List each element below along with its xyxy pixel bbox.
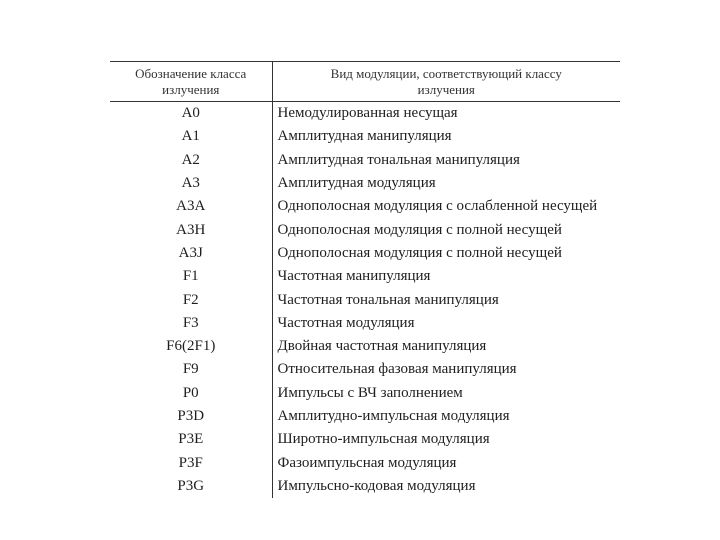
- table-row: [110, 288, 620, 311]
- header-modulation-type: [272, 62, 620, 102]
- emission-class-code: F1: [110, 265, 272, 288]
- modulation-description: Однополосная модуляция с полной несущей: [277, 221, 562, 238]
- emission-class-code: A3J: [110, 242, 272, 265]
- emission-class-code: P3G: [110, 475, 272, 498]
- emission-class-code: P3E: [110, 428, 272, 451]
- modulation-description: Амплитудная модуляция: [277, 175, 436, 192]
- table-row: [110, 312, 620, 335]
- modulation-description: Амплитудная тональная манипуляция: [277, 151, 520, 168]
- table-row: [110, 382, 620, 405]
- emission-class-code: F2: [110, 288, 272, 311]
- modulation-description: Фазоимпульсная модуляция: [277, 454, 457, 471]
- emission-class-code: A3H: [110, 218, 272, 241]
- table-header: [110, 62, 620, 102]
- modulation-description: Частотная тональная манипуляция: [277, 291, 499, 308]
- table-row: [110, 265, 620, 288]
- modulation-description: Амплитудно-импульсная модуляция: [277, 408, 510, 424]
- emission-class-code: A0: [110, 102, 272, 126]
- emission-class-code: P3F: [110, 451, 272, 474]
- modulation-description: Двойная частотная манипуляция: [277, 338, 487, 355]
- table-row: [110, 405, 620, 428]
- modulation-description: Импульсно-кодовая модуляция: [277, 477, 476, 494]
- emission-class-code: F9: [110, 358, 272, 381]
- emission-class-code: A3A: [110, 195, 272, 218]
- emission-class-code: A1: [110, 125, 272, 148]
- header-emission-class-line2: излучения: [162, 81, 220, 97]
- emission-class-code: P0: [110, 382, 272, 405]
- modulation-description: Однополосная модуляция с полной несущей: [277, 244, 562, 261]
- header-modulation-type-line2: излучения: [417, 81, 475, 97]
- table-row: [110, 358, 620, 381]
- emission-class-code: F3: [110, 312, 272, 335]
- modulation-description: Частотная манипуляция: [277, 268, 431, 285]
- modulation-description: Относительная фазовая манипуляция: [277, 361, 517, 378]
- table-row: [110, 149, 620, 172]
- header-emission-class: [110, 62, 272, 102]
- modulation-description: Немодулированная несущая: [277, 105, 458, 122]
- table-row: [110, 475, 620, 498]
- table-row: [110, 125, 620, 148]
- table-row: [110, 428, 620, 451]
- table-row: [110, 451, 620, 474]
- emission-class-code: A3: [110, 172, 272, 195]
- table-row: [110, 102, 620, 126]
- modulation-description: Однополосная модуляция с ослабленной несущей: [277, 198, 598, 215]
- modulation-description: Частотная модуляция: [277, 314, 415, 331]
- emission-class-code: F6(2F1): [110, 335, 272, 358]
- modulation-description: Импульсы с ВЧ заполнением: [277, 384, 463, 401]
- table-body: [110, 102, 620, 499]
- table-row: [110, 335, 620, 358]
- modulation-description: Амплитудная манипуляция: [277, 128, 452, 145]
- emission-class-code: P3D: [110, 405, 272, 428]
- table-row: [110, 172, 620, 195]
- header-row: [110, 62, 620, 102]
- modulation-description: Широтно-импульсная модуляция: [277, 431, 490, 448]
- table-row: [110, 195, 620, 218]
- header-emission-class-line1: Обозначение класса: [135, 65, 247, 81]
- table-row: [110, 242, 620, 265]
- table-row: [110, 218, 620, 241]
- modulation-class-table: [110, 61, 620, 498]
- header-modulation-type-line1: Вид модуляции, соответствующий классу: [330, 65, 562, 81]
- emission-class-code: A2: [110, 149, 272, 172]
